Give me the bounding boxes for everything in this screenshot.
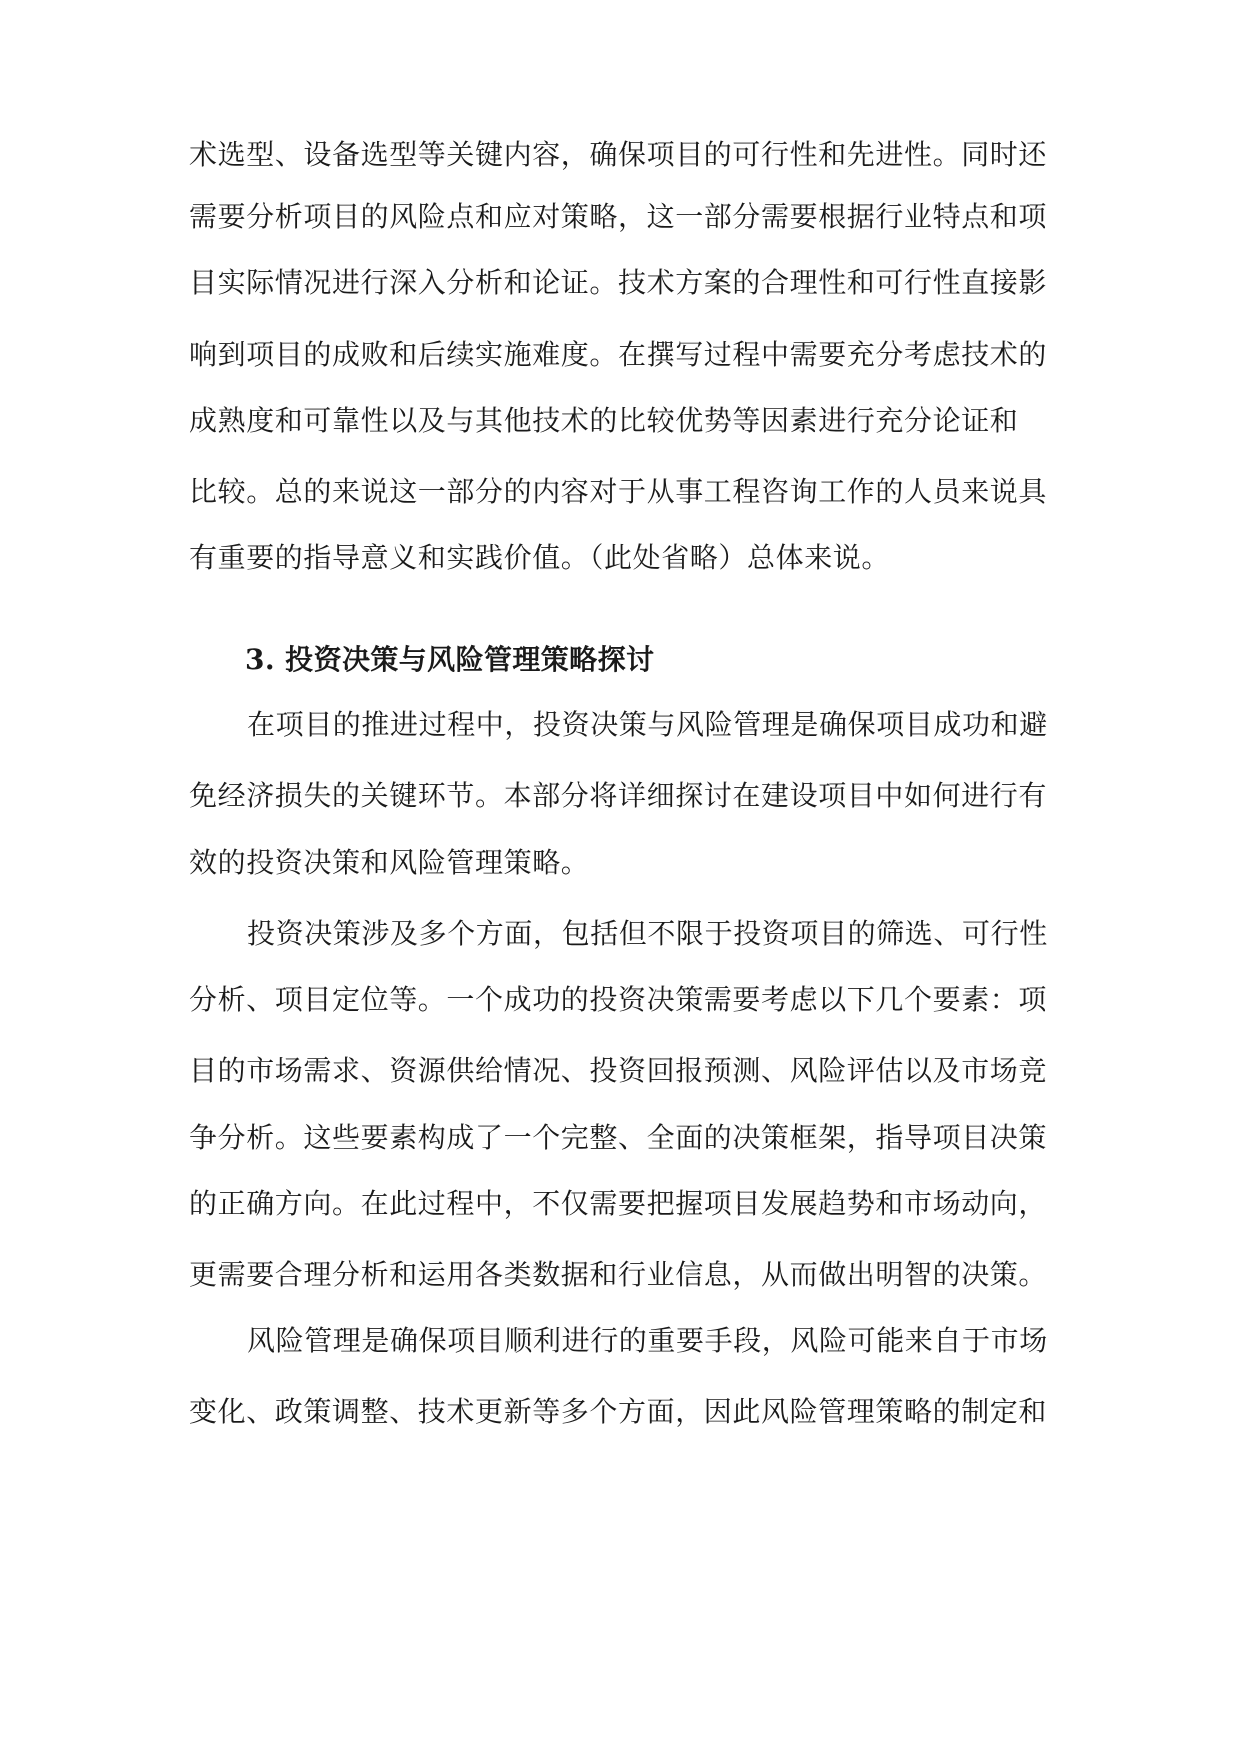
paragraph-line: 免经济损失的关键环节。本部分将详细探讨在建设项目中如何进行有 bbox=[189, 779, 1048, 812]
paragraph-line: 变化、政策调整、技术更新等多个方面，因此风险管理策略的制定和 bbox=[189, 1395, 1048, 1428]
paragraph-line: 目实际情况进行深入分析和论证。技术方案的合理性和可行性直接影 bbox=[189, 266, 1048, 299]
paragraph-line: 比较。总的来说这一部分的内容对于从事工程咨询工作的人员来说具 bbox=[189, 475, 1048, 508]
paragraph-line: 在项目的推进过程中，投资决策与风险管理是确保项目成功和避 bbox=[247, 708, 1048, 741]
paragraph-line: 的正确方向。在此过程中，不仅需要把握项目发展趋势和市场动向， bbox=[189, 1187, 1048, 1220]
paragraph-line: 更需要合理分析和运用各类数据和行业信息，从而做出明智的决策。 bbox=[189, 1258, 1048, 1291]
paragraph-line: 有重要的指导意义和实践价值。（此处省略）总体来说。 bbox=[189, 541, 891, 574]
paragraph-line: 投资决策涉及多个方面，包括但不限于投资项目的筛选、可行性 bbox=[247, 917, 1048, 950]
paragraph-line: 需要分析项目的风险点和应对策略，这一部分需要根据行业特点和项 bbox=[189, 200, 1048, 233]
paragraph-line: 术选型、设备选型等关键内容，确保项目的可行性和先进性。同时还 bbox=[189, 138, 1048, 171]
paragraph-line: 成熟度和可靠性以及与其他技术的比较优势等因素进行充分论证和 bbox=[189, 404, 1019, 437]
paragraph-line: 争分析。这些要素构成了一个完整、全面的决策框架，指导项目决策 bbox=[189, 1121, 1048, 1154]
paragraph-line: 响到项目的成败和后续实施难度。在撰写过程中需要充分考虑技术的 bbox=[189, 338, 1048, 371]
section-heading: 3. 投资决策与风险管理策略探讨 bbox=[245, 643, 655, 676]
paragraph-line: 目的市场需求、资源供给情况、投资回报预测、风险评估以及市场竞 bbox=[189, 1054, 1048, 1087]
paragraph-line: 风险管理是确保项目顺利进行的重要手段，风险可能来自于市场 bbox=[247, 1324, 1048, 1357]
paragraph-line: 效的投资决策和风险管理策略。 bbox=[189, 846, 590, 879]
paragraph-line: 分析、项目定位等。一个成功的投资决策需要考虑以下几个要素：项 bbox=[189, 983, 1048, 1016]
